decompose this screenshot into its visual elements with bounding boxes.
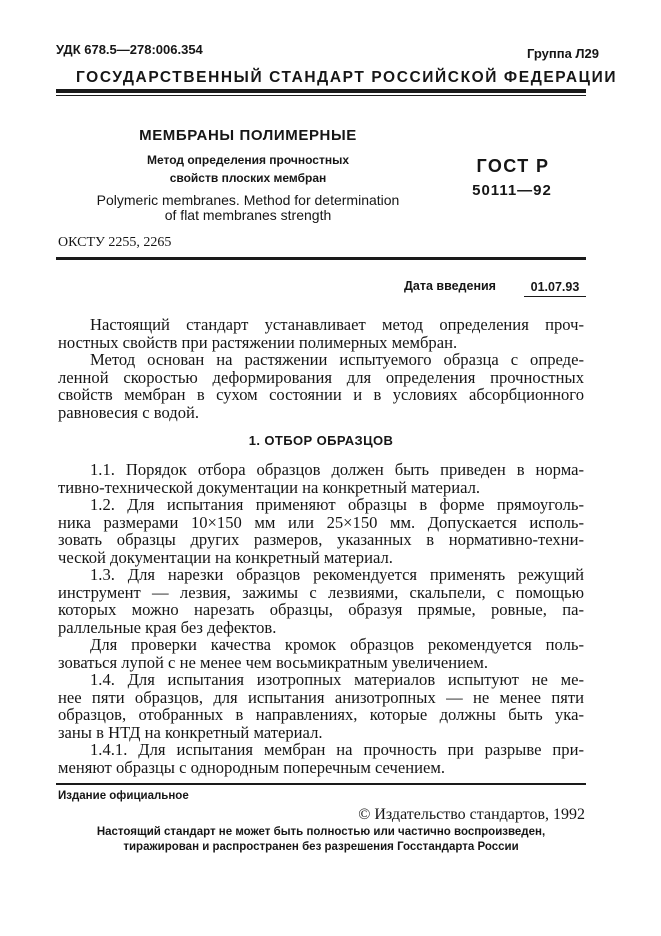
- text-line: ника размерами 10×150 мм или 25×150 мм. Допускается исполь-: [58, 512, 584, 532]
- title-rule: [56, 257, 586, 260]
- official-edition: Издание официальное: [58, 790, 189, 802]
- text-line: нее пяти образцов, для испытания анизотропных — не менее пяти: [58, 687, 584, 707]
- text-line: Для проверки качества кромок образцов рекомендуется поль-: [90, 635, 584, 654]
- footer-rule: [56, 783, 586, 785]
- text-line: которых можно нарезать образцы, образуя прямые, ровные, па-: [58, 600, 584, 620]
- text-line: равновесия с водой.: [58, 402, 200, 422]
- text-line: 1.2. Для испытания применяют образцы в форме прямоуголь-: [90, 495, 584, 514]
- standard-body: ГОСУДАРСТВЕННЫЙ СТАНДАРТ РОССИЙСКОЙ ФЕДЕРАЦИИ: [76, 69, 618, 86]
- intro-date-underline: [524, 296, 586, 297]
- document-title: МЕМБРАНЫ ПОЛИМЕРНЫЕ: [139, 127, 357, 144]
- text-line: свойств мембран в сухом состоянии и в условиях абсорбционного: [58, 385, 584, 405]
- text-line: ческой документации на конкретный материал.: [58, 547, 393, 567]
- paragraph: [58, 741, 584, 776]
- udk-code: УДК 678.5—278:006.354: [56, 42, 203, 57]
- text-line: заны в НТД на конкретный материал.: [58, 722, 323, 742]
- text-line: 1.4.1. Для испытания мембран на прочность при разрыве при-: [90, 740, 584, 759]
- paragraph: [58, 351, 584, 421]
- title-subtitle-line: Метод определения прочностных: [146, 153, 350, 167]
- text-line: зовать образцы других размеров, указанных в нормативно-техни-: [58, 530, 584, 550]
- okstu-code: ОКСТУ 2255, 2265: [58, 235, 172, 250]
- copyright: © Издательство стандартов, 1992: [358, 806, 585, 823]
- header-rule-thin: [56, 95, 586, 96]
- english-title-line: of flat membranes strength: [164, 207, 332, 223]
- text-line: ленной скоростью деформирования для определения прочностных: [58, 367, 584, 387]
- title-subtitle-line: свойств плоских мембран: [169, 171, 327, 185]
- paragraph: [58, 496, 584, 566]
- text-line: 1.4. Для испытания изотропных материалов испытуют не ме-: [90, 670, 584, 689]
- paragraph: [58, 636, 584, 671]
- paragraph: [58, 671, 584, 741]
- reproduction-notice: тиражирован и распространен без разрешения Госстандарта России: [123, 841, 519, 853]
- text-line: тивно-технической документации на конкретный материал.: [58, 477, 481, 497]
- text-line: Метод основан на растяжении испытуемого образца с опреде-: [90, 350, 584, 369]
- text-line: зоваться лупой с не менее чем восьмикратным увеличением.: [58, 652, 488, 672]
- text-line: ностных свойств при растяжении полимерных мембран.: [58, 332, 458, 352]
- text-line: образцов, отобранных в направлениях, которые должны быть ука-: [58, 705, 584, 725]
- text-line: 1.1. Порядок отбора образцов должен быть приведен в норма-: [90, 460, 584, 479]
- reproduction-notice: Настоящий стандарт не может быть полностью или частично воспроизведен,: [96, 826, 546, 838]
- intro-date-value: 01.07.93: [530, 280, 580, 294]
- gost-number: 50111—92: [472, 182, 552, 199]
- text-line: меняют образцы с однородным поперечным сечением.: [58, 757, 445, 777]
- text-line: Настоящий стандарт устанавливает метод определения проч-: [90, 315, 584, 334]
- intro-date-label: Дата введения: [404, 279, 496, 293]
- paragraph: [58, 461, 584, 496]
- header-rule-thick: [56, 89, 586, 93]
- paragraph: [58, 566, 584, 636]
- text-line: раллельные края без дефектов.: [58, 617, 277, 637]
- group-code: Группа Л29: [526, 46, 599, 61]
- text-line: инструмент — лезвия, зажимы с лезвиями, скальпели, с помощью: [58, 582, 584, 602]
- text-line: 1.3. Для нарезки образцов рекомендуется применять режущий: [90, 565, 584, 584]
- english-title-line: Polymeric membranes. Method for determination: [96, 192, 400, 208]
- section-heading: 1. ОТБОР ОБРАЗЦОВ: [248, 433, 394, 448]
- paragraph: [58, 316, 584, 351]
- gost-label: ГОСТ Р: [476, 156, 550, 176]
